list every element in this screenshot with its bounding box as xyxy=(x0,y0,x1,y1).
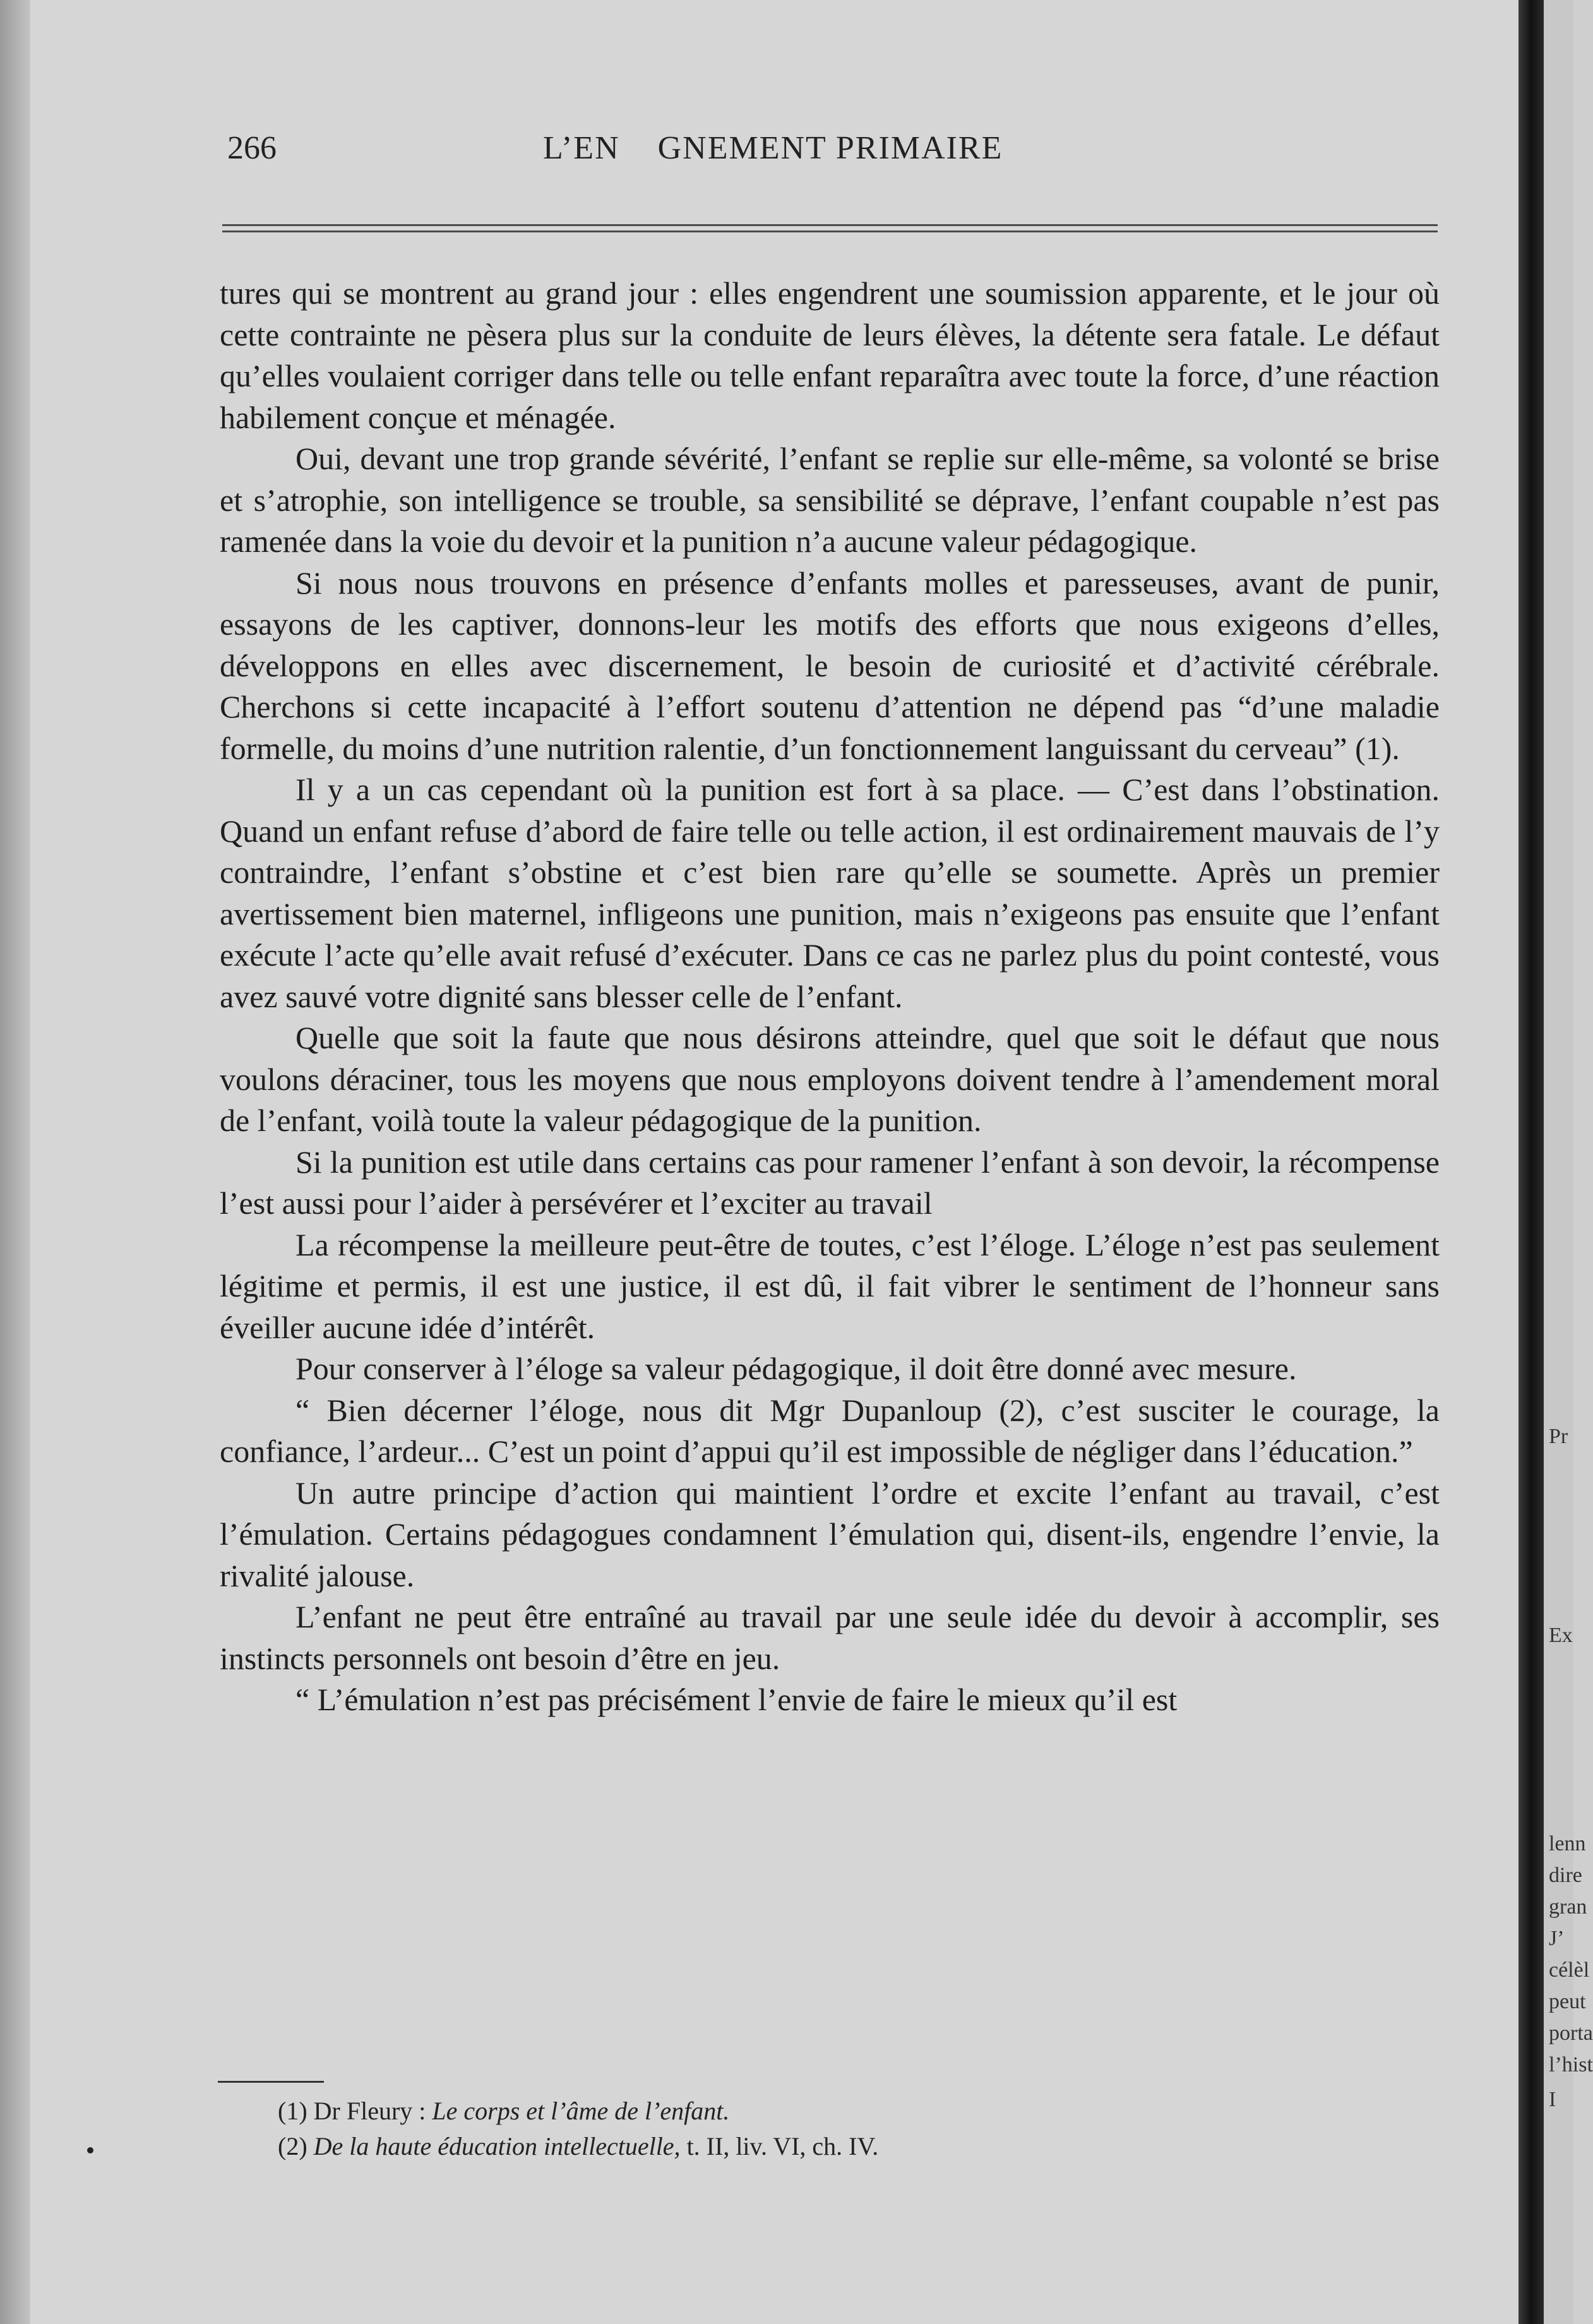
paragraph: Il y a un cas cependant où la punition est fort à sa place. — C’est dans l’obstination. Quand un enfant refuse d’abord de faire telle ou telle action, il est ordinairement mauvais de l’y contraindre, l’enfant s’obstine et c’est bien rare qu’elle se soumette. Après un premier avertissement bien maternel, infligeons une punition, mais n’exigeons pas ensuite que l’enfant exécute l’acte qu’elle avait refusé d’exécuter. Dans ce cas ne parlez plus du point contesté, vous avez sauvé votre dignité sans blesser celle de l’enfant. xyxy=(220,772,1440,1014)
paragraph: La récompense la meilleure peut-être de toutes, c’est l’éloge. L’éloge n’est pas seulement légitime et permis, il est une justice, il est dû, il fait vibrer le sentiment de l’honneur sans éveiller aucune idée d’intérêt. xyxy=(220,1226,1440,1345)
footnote-ref: t. II, liv. VI, ch. IV. xyxy=(686,2132,879,2160)
paragraph: Quelle que soit la faute que nous désirons atteindre, quel que soit le défaut que nous voulons déraciner, tous les moyens que nous employons doivent tendre à l’amendement moral de l’enfant, voilà toute la valeur pédagogique de la punition. xyxy=(220,1020,1440,1138)
adjacent-page-fragment: I xyxy=(1549,2088,1556,2111)
adjacent-page-edge xyxy=(1544,0,1593,2324)
adjacent-page-fragment: J’ xyxy=(1549,1927,1565,1950)
body-text xyxy=(220,273,1440,1721)
page-number: 266 xyxy=(227,130,277,166)
footnote-1 xyxy=(278,2093,1414,2129)
adjacent-page-fragment: Pr xyxy=(1549,1425,1568,1448)
adjacent-page-fragment: porta xyxy=(1549,2022,1593,2045)
adjacent-page-fragment: lenn xyxy=(1549,1832,1586,1855)
paragraph: Un autre principe d’action qui maintient l’ordre et excite l’enfant au travail, c’est l’émulation. Certains pédagogues condamnent l’émulation qui, disent-ils, engendre l’envie, la rivalité jalouse. xyxy=(220,1475,1440,1593)
paragraph: Si la punition est utile dans certains cas pour ramener l’enfant à son devoir, la récompense l’est aussi pour l’aider à persévérer et l’exciter au travail xyxy=(220,1144,1440,1221)
footnote-mark: (2) xyxy=(278,2132,307,2160)
adjacent-page-fragment: célèl xyxy=(1549,1958,1590,1982)
scan-edge xyxy=(0,0,30,2324)
header-rule-bottom xyxy=(222,231,1438,232)
adjacent-page-fragment: Ex xyxy=(1549,1624,1573,1647)
paragraph: “ L’émulation n’est pas précisément l’envie de faire le mieux qu’il est xyxy=(295,1682,1178,1717)
footnotes xyxy=(278,2093,1414,2164)
running-title: L’EN GNEMENT PRIMAIRE xyxy=(543,130,1003,166)
book-gutter xyxy=(1518,0,1544,2324)
paragraph: Pour conserver à l’éloge sa valeur pédagogique, il doit être donné avec mesure. xyxy=(295,1351,1297,1386)
footnote-title: Le corps et l’âme de l’enfant. xyxy=(432,2097,730,2125)
footnote-mark: (1) xyxy=(278,2097,307,2125)
paragraph: Oui, devant une trop grande sévérité, l’enfant se replie sur elle-même, sa volonté se brise et s’atrophie, son intelligence se trouble, sa sensibilité se déprave, l’enfant coupable n’est pas ramenée dans la voie du devoir et la punition n’a aucune valeur pédagogique. xyxy=(220,441,1440,559)
adjacent-page-fragment: l’hist xyxy=(1549,2053,1593,2076)
paragraph: L’enfant ne peut être entraîné au travail par une seule idée du devoir à accomplir, ses instincts personnels ont besoin d’être en jeu. xyxy=(220,1599,1440,1676)
adjacent-page-fragment: peut xyxy=(1549,1990,1586,2013)
paragraph: tures qui se montrent au grand jour : elles engendrent une soumission apparente, et le jour où cette contrainte ne pèsera plus sur la conduite de leurs élèves, la détente sera fatale. Le défaut qu’elles voulaient corriger dans telle ou telle enfant reparaîtra avec toute la force, d’une réaction habilement conçue et ménagée. xyxy=(220,275,1440,435)
page-header xyxy=(227,129,1440,180)
paragraph: “ Bien décerner l’éloge, nous dit Mgr Dupanloup (2), c’est susciter le courage, la confiance, l’ardeur... C’est un point d’appui qu’il est impossible de négliger dans l’éducation.” xyxy=(220,1392,1440,1469)
header-rule-top xyxy=(222,224,1438,226)
footnote-rule xyxy=(218,2081,324,2083)
footnote-2 xyxy=(278,2129,1414,2164)
paragraph: Si nous nous trouvons en présence d’enfants molles et paresseuses, avant de punir, essayons de les captiver, donnons-leur les motifs des efforts que nous exigeons d’elles, développons en elles avec discernement, le besoin de curiosité et d’activité cérébrale. Cherchons si cette incapacité à l’effort soutenu d’attention ne dépend pas “d’une maladie formelle, du moins d’une nutrition ralentie, d’un fonctionnement languissant du cerveau” (1). xyxy=(220,565,1440,766)
footnote-author: Dr Fleury : xyxy=(313,2097,426,2125)
footnote-title: De la haute éducation intellectuelle, xyxy=(313,2132,681,2160)
adjacent-page-fragment: gran xyxy=(1549,1895,1587,1919)
ink-speck xyxy=(87,2147,93,2153)
adjacent-page-fragment: dire xyxy=(1549,1864,1582,1887)
